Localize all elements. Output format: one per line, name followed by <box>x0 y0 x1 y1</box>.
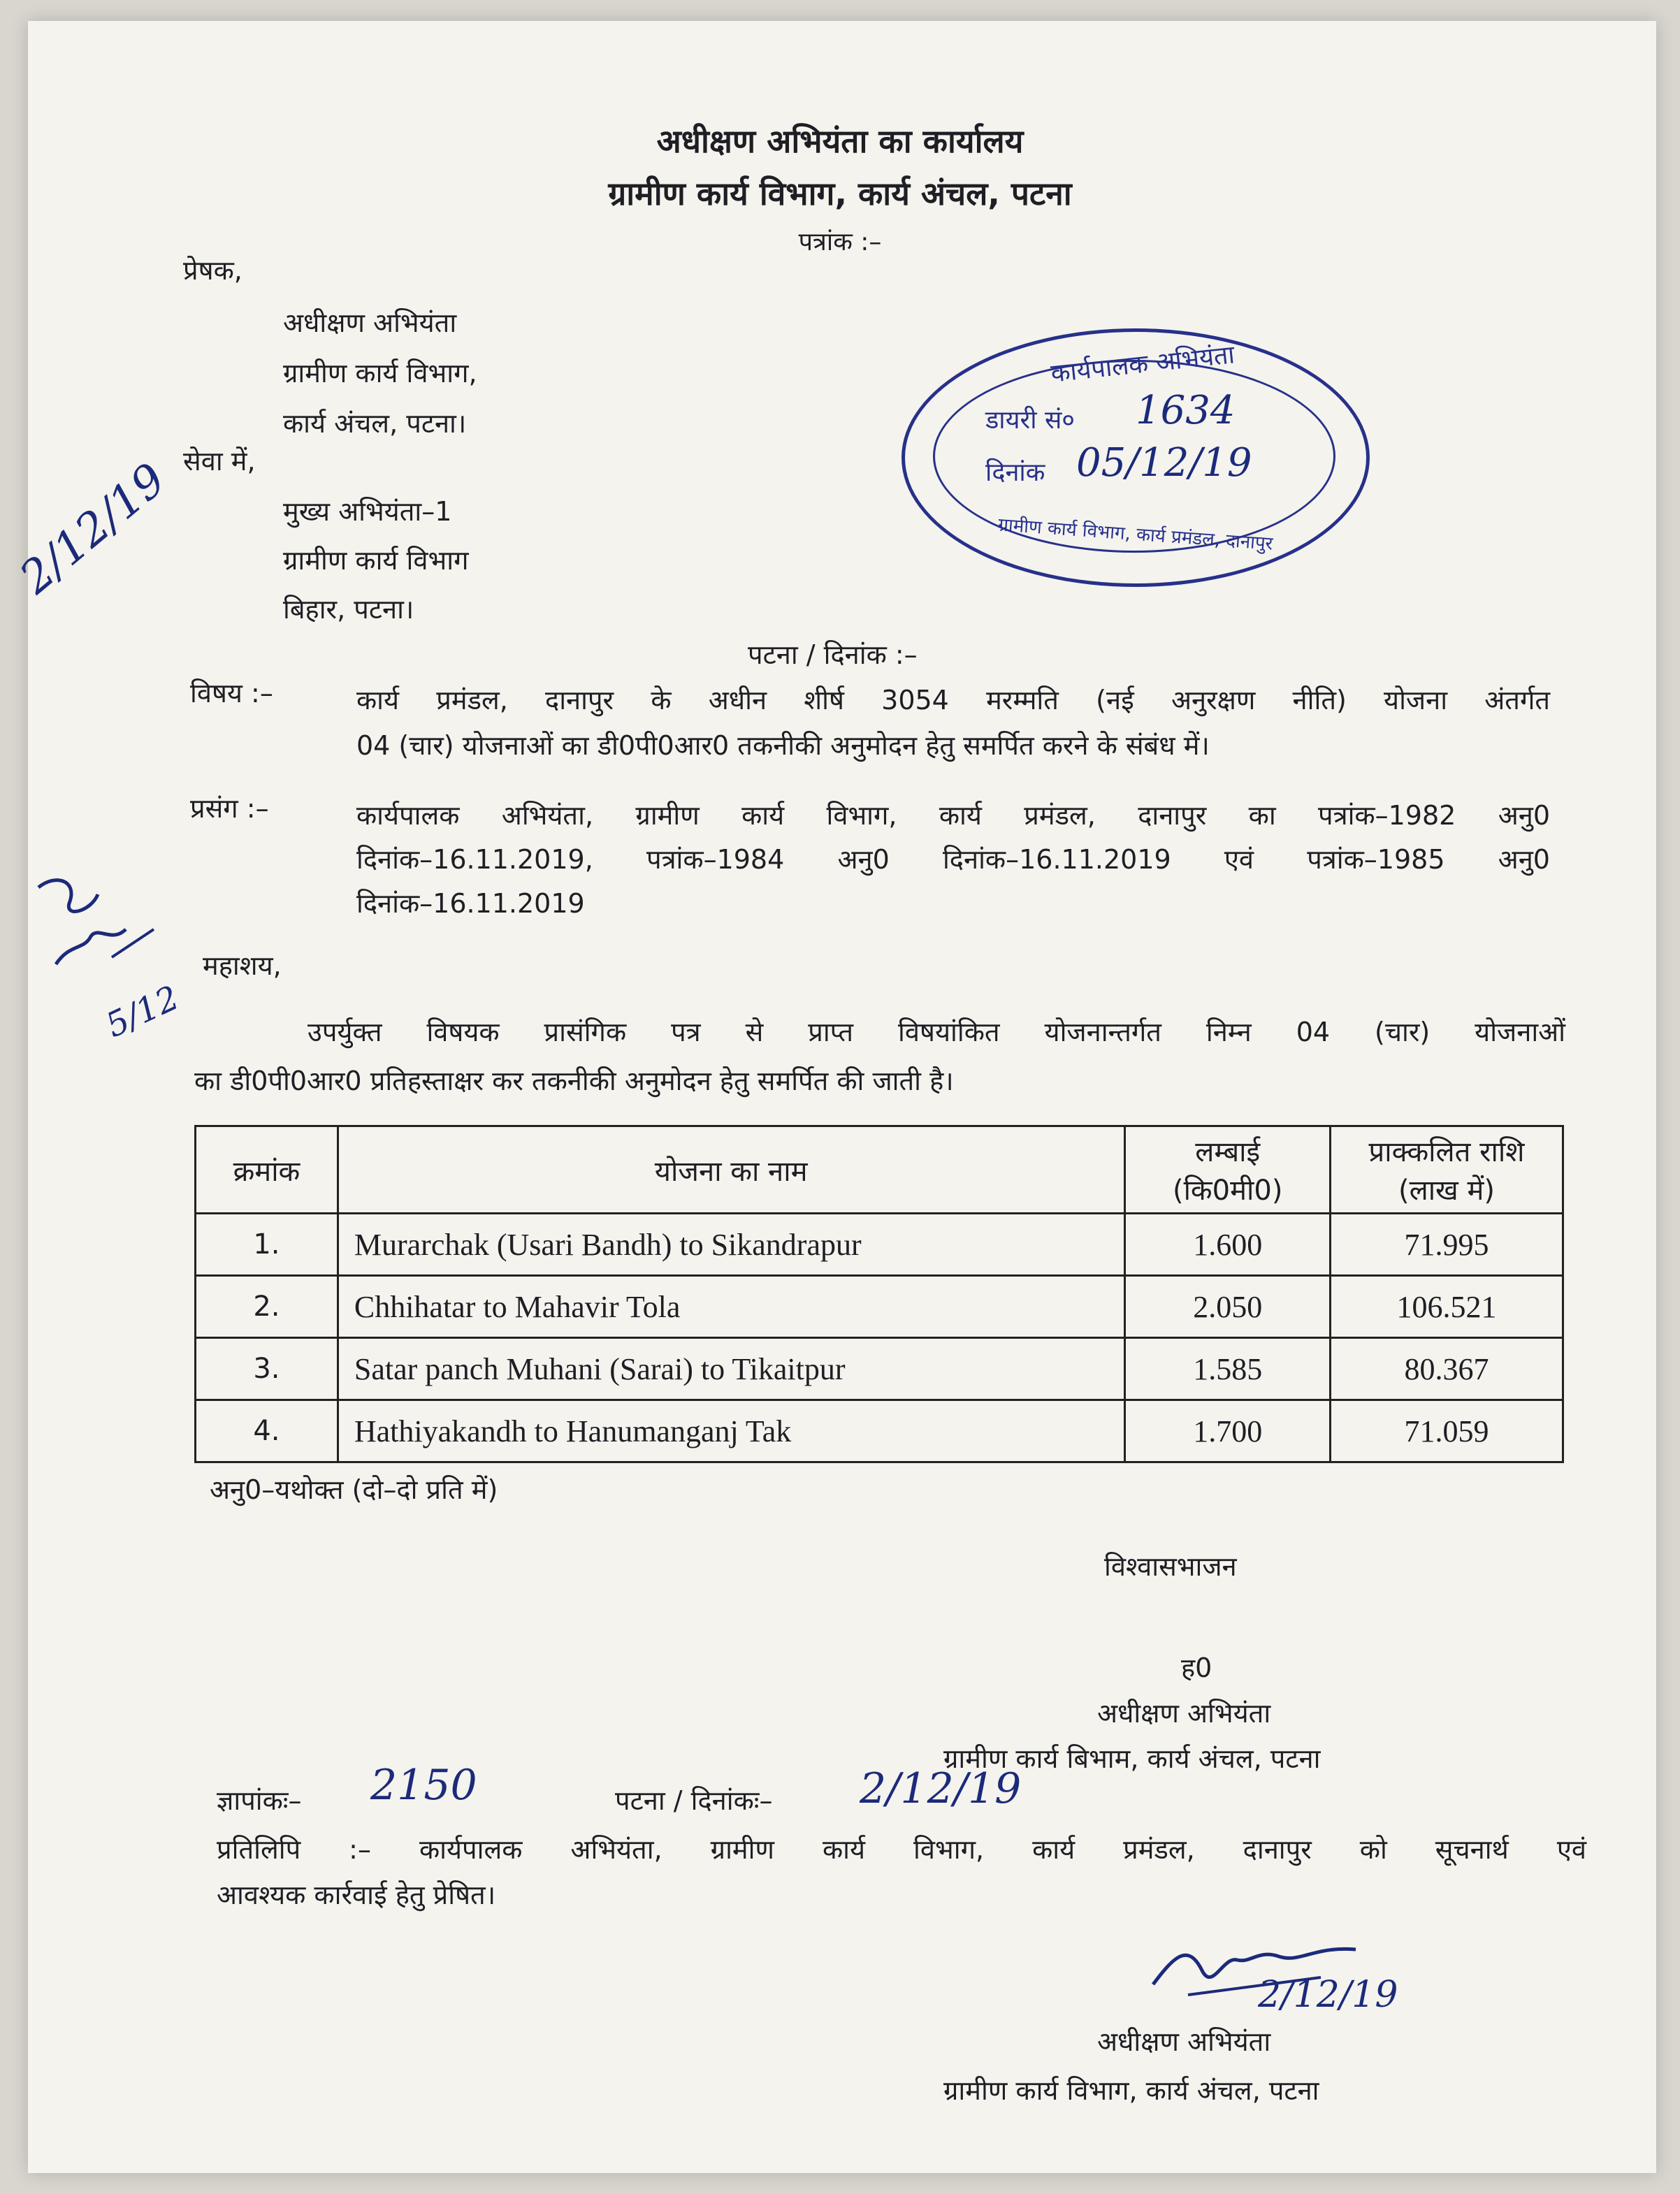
closing-yours: विश्वासभाजन <box>1104 1551 1237 1582</box>
reference-label: प्रसंग :– <box>190 793 269 824</box>
stamp-date-label: दिनांक <box>985 458 1045 487</box>
department-title: ग्रामीण कार्य विभाग, कार्य अंचल, पटना <box>608 175 1072 212</box>
row-sno: 2. <box>196 1276 338 1338</box>
row-amount: 106.521 <box>1330 1276 1563 1338</box>
diary-stamp <box>901 328 1370 587</box>
final-office: ग्रामीण कार्य विभाग, कार्य अंचल, पटना <box>943 2075 1319 2106</box>
sender-line-3: कार्य अंचल, पटना। <box>283 408 467 439</box>
row-scheme-name: Chhihatar to Mahavir Tola <box>338 1276 1125 1338</box>
sender-line-1: अधीक्षण अभियंता <box>283 307 457 338</box>
row-amount: 80.367 <box>1330 1338 1563 1400</box>
table-row <box>196 1400 1563 1462</box>
copy-line-1: प्रतिलिपि :– कार्यपालक अभियंता, ग्रामीण कार्य विभाग, कार्य प्रमंडल, दानापुर को सूचनार्थ एवं <box>217 1834 1586 1865</box>
scheme-table <box>194 1125 1564 1463</box>
header-length-unit: (कि0मी0) <box>1172 1175 1283 1207</box>
header-amount-unit: (लाख में) <box>1398 1175 1496 1207</box>
enclosure-note: अनु0–यथोक्त (दो–दो प्रति में) <box>210 1474 498 1505</box>
body-line-1: उपर्युक्त विषयक प्रासंगिक पत्र से प्राप्त विषयांकित योजनान्तर्गत निम्न 04 (चार) योजनाओं <box>307 1017 1565 1047</box>
stamp-diary-label: डायरी सं० <box>985 406 1076 435</box>
subject-line-1: कार्य प्रमंडल, दानापुर के अधीन शीर्ष 3054 मरम्मति (नई अनुरक्षण नीति) योजना अंतर्गत <box>356 685 1550 715</box>
memo-label: ज्ञापांकः– <box>217 1785 302 1816</box>
header-length <box>1125 1126 1331 1214</box>
recipient-line-3: बिहार, पटना। <box>283 594 414 625</box>
header-scheme-name: योजना का नाम <box>338 1126 1125 1214</box>
header-length-title: लम्बाई <box>1195 1136 1261 1168</box>
stamp-bottom-text: ग्रामीण कार्य विभाग, कार्य प्रमंडल, दानापुर <box>997 514 1274 555</box>
closing-designation: अधीक्षण अभियंता <box>1097 1698 1271 1729</box>
memo-place-date-label: पटना / दिनांकः– <box>615 1785 773 1816</box>
closing-office: ग्रामीण कार्य बिभाम, कार्य अंचल, पटना <box>943 1743 1321 1774</box>
closing-signed: ह0 <box>1181 1652 1212 1683</box>
row-amount: 71.059 <box>1330 1400 1563 1462</box>
table-row <box>196 1276 1563 1338</box>
memo-date: 2/12/19 <box>860 1764 1022 1813</box>
salutation: महाशय, <box>203 950 282 981</box>
reference-line-1: कार्यपालक अभियंता, ग्रामीण कार्य विभाग, कार्य प्रमंडल, दानापुर का पत्रांक–1982 अनु0 <box>356 800 1550 831</box>
stamp-diary-number: 1634 <box>1136 388 1236 433</box>
row-length: 1.600 <box>1125 1214 1331 1276</box>
margin-date-note: 2/12/19 <box>10 453 176 604</box>
reference-line-2: दिनांक–16.11.2019, पत्रांक–1984 अनु0 दिनांक–16.11.2019 एवं पत्रांक–1985 अनु0 <box>356 844 1550 875</box>
letter-number-label: पत्रांक :– <box>798 228 882 256</box>
table-row <box>196 1338 1563 1400</box>
row-amount: 71.995 <box>1330 1214 1563 1276</box>
copy-line-2: आवश्यक कार्रवाई हेतु प्रेषित। <box>217 1880 496 1910</box>
header-amount-title: प्राक्कलित राशि <box>1368 1136 1525 1168</box>
sender-label: प्रेषक, <box>183 255 242 286</box>
stamp-date: 05/12/19 <box>1076 440 1252 486</box>
final-designation: अधीक्षण अभियंता <box>1097 2026 1271 2057</box>
recipient-line-2: ग्रामीण कार्य विभाग <box>283 545 469 576</box>
row-sno: 1. <box>196 1214 338 1276</box>
recipient-label: सेवा में, <box>183 446 256 477</box>
sender-line-2: ग्रामीण कार्य विभाग, <box>283 358 477 388</box>
margin-date-note-2: 5/12 <box>100 978 185 1046</box>
margin-initials-icon <box>28 866 161 1006</box>
subject-label: विषय :– <box>190 678 273 709</box>
memo-number: 2150 <box>370 1761 477 1810</box>
body-line-2: का डी0पी0आर0 प्रतिहस्ताक्षर कर तकनीकी अनुमोदन हेतु समर्पित की जाती है। <box>194 1066 954 1096</box>
recipient-line-1: मुख्य अभियंता–1 <box>283 496 452 527</box>
row-scheme-name: Hathiyakandh to Hanumanganj Tak <box>338 1400 1125 1462</box>
row-sno: 4. <box>196 1400 338 1462</box>
row-length: 1.585 <box>1125 1338 1331 1400</box>
row-sno: 3. <box>196 1338 338 1400</box>
table-header-row <box>196 1126 1563 1214</box>
table-row <box>196 1214 1563 1276</box>
signature-date: 2/12/19 <box>1258 1974 1398 2016</box>
row-scheme-name: Murarchak (Usari Bandh) to Sikandrapur <box>338 1214 1125 1276</box>
subject-line-2: 04 (चार) योजनाओं का डी0पी0आर0 तकनीकी अनुमोदन हेतु समर्पित करने के संबंध में। <box>356 730 1210 761</box>
row-length: 1.700 <box>1125 1400 1331 1462</box>
header-amount <box>1330 1126 1563 1214</box>
stamp-top-text: कार्यपालक अभियंता <box>1049 340 1236 388</box>
reference-line-3: दिनांक–16.11.2019 <box>356 888 585 919</box>
header-sno: क्रमांक <box>196 1126 338 1214</box>
margin-scribble <box>28 866 161 1006</box>
place-date-line: पटना / दिनांक :– <box>748 639 918 670</box>
row-length: 2.050 <box>1125 1276 1331 1338</box>
office-title: अधीक्षण अभियंता का कार्यालय <box>656 122 1024 160</box>
row-scheme-name: Satar panch Muhani (Sarai) to Tikaitpur <box>338 1338 1125 1400</box>
